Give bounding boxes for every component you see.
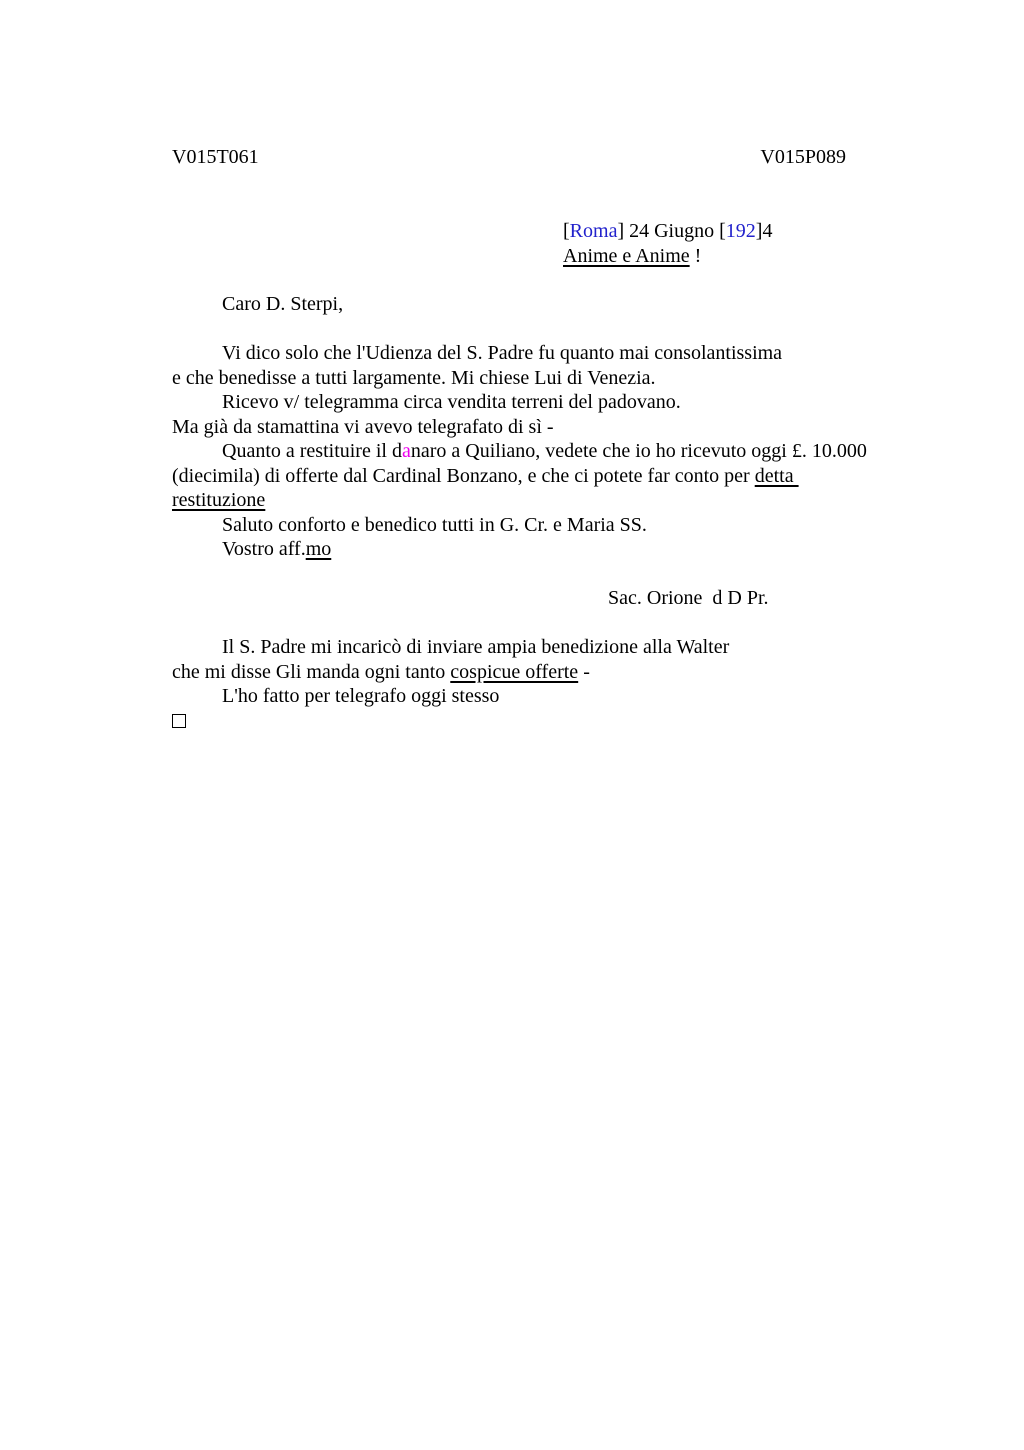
postscript-line2 (172, 660, 932, 685)
date-line (563, 219, 772, 244)
archive-header-row (172, 145, 846, 170)
postscript-line1: Il S. Padre mi incaricò di inviare ampia benedizione alla Walter (222, 636, 730, 658)
para3-line1-edited-char: a (401, 440, 411, 462)
para2-line1: Ricevo v/ telegramma circa vendita terreni del padovano. (222, 391, 681, 413)
para3-line2-pre: (diecimila) di offerte dal Cardinal Bonzano, e che ci potete far conto per (172, 464, 755, 487)
blank-line (172, 611, 932, 636)
para3-line1 (172, 439, 932, 464)
letter-body (172, 292, 932, 733)
dateline-block (563, 219, 772, 268)
para3-line3 (172, 488, 932, 513)
para1-line2: e che benedisse a tutti largamente. Mi chiese Lui di Venezia. (172, 366, 656, 389)
valediction-underlined: mo (305, 538, 332, 560)
para3-line3-underlined: restituzione (172, 489, 266, 511)
archive-code-right: V015P089 (760, 146, 846, 168)
empty-square-icon (172, 714, 186, 728)
postscript-line2-pre: che mi disse Gli manda ogni tanto (172, 660, 451, 683)
para3-line1-pre: Quanto a restituire il d (222, 440, 402, 462)
greeting-line: Caro D. Sterpi, (222, 293, 344, 315)
para4-line: Saluto conforto e benedico tutti in G. Cr. e Maria SS. (222, 513, 647, 536)
date-end: ]4 (755, 220, 773, 242)
valediction-pre: Vostro aff. (222, 538, 306, 560)
para3-line2 (172, 464, 932, 489)
postscript-line2-post: - (578, 660, 590, 683)
blank-line (172, 317, 932, 342)
signature-line: Sac. Orione d D Pr. (608, 587, 769, 609)
blank-line (172, 562, 932, 587)
motto-line (563, 244, 772, 269)
para2-line2: Ma già da stamattina vi avevo telegrafato di sì - (172, 415, 554, 438)
date-open-bracket: [ (563, 220, 570, 242)
valediction-line (172, 537, 932, 562)
date-mid: ] 24 Giugno [ (617, 220, 726, 242)
para3-line2-underlined: detta (754, 464, 799, 487)
para1-line1: Vi dico solo che l'Udienza del S. Padre fu quanto mai consolantissima (222, 342, 783, 364)
square-line (172, 709, 932, 734)
motto-underlined-text: Anime e Anime (563, 244, 690, 267)
para3-line1-post: naro a Quiliano, vedete che io ho ricevuto oggi £. 10.000 (410, 440, 867, 462)
postscript-line2-underlined: cospicue offerte (450, 660, 579, 683)
archive-code-left: V015T061 (172, 146, 259, 168)
date-place-edited: Roma (569, 220, 618, 242)
date-year-edited: 192 (725, 220, 756, 242)
motto-suffix: ! (689, 244, 702, 267)
postscript-line3: L'ho fatto per telegrafo oggi stesso (222, 685, 500, 707)
